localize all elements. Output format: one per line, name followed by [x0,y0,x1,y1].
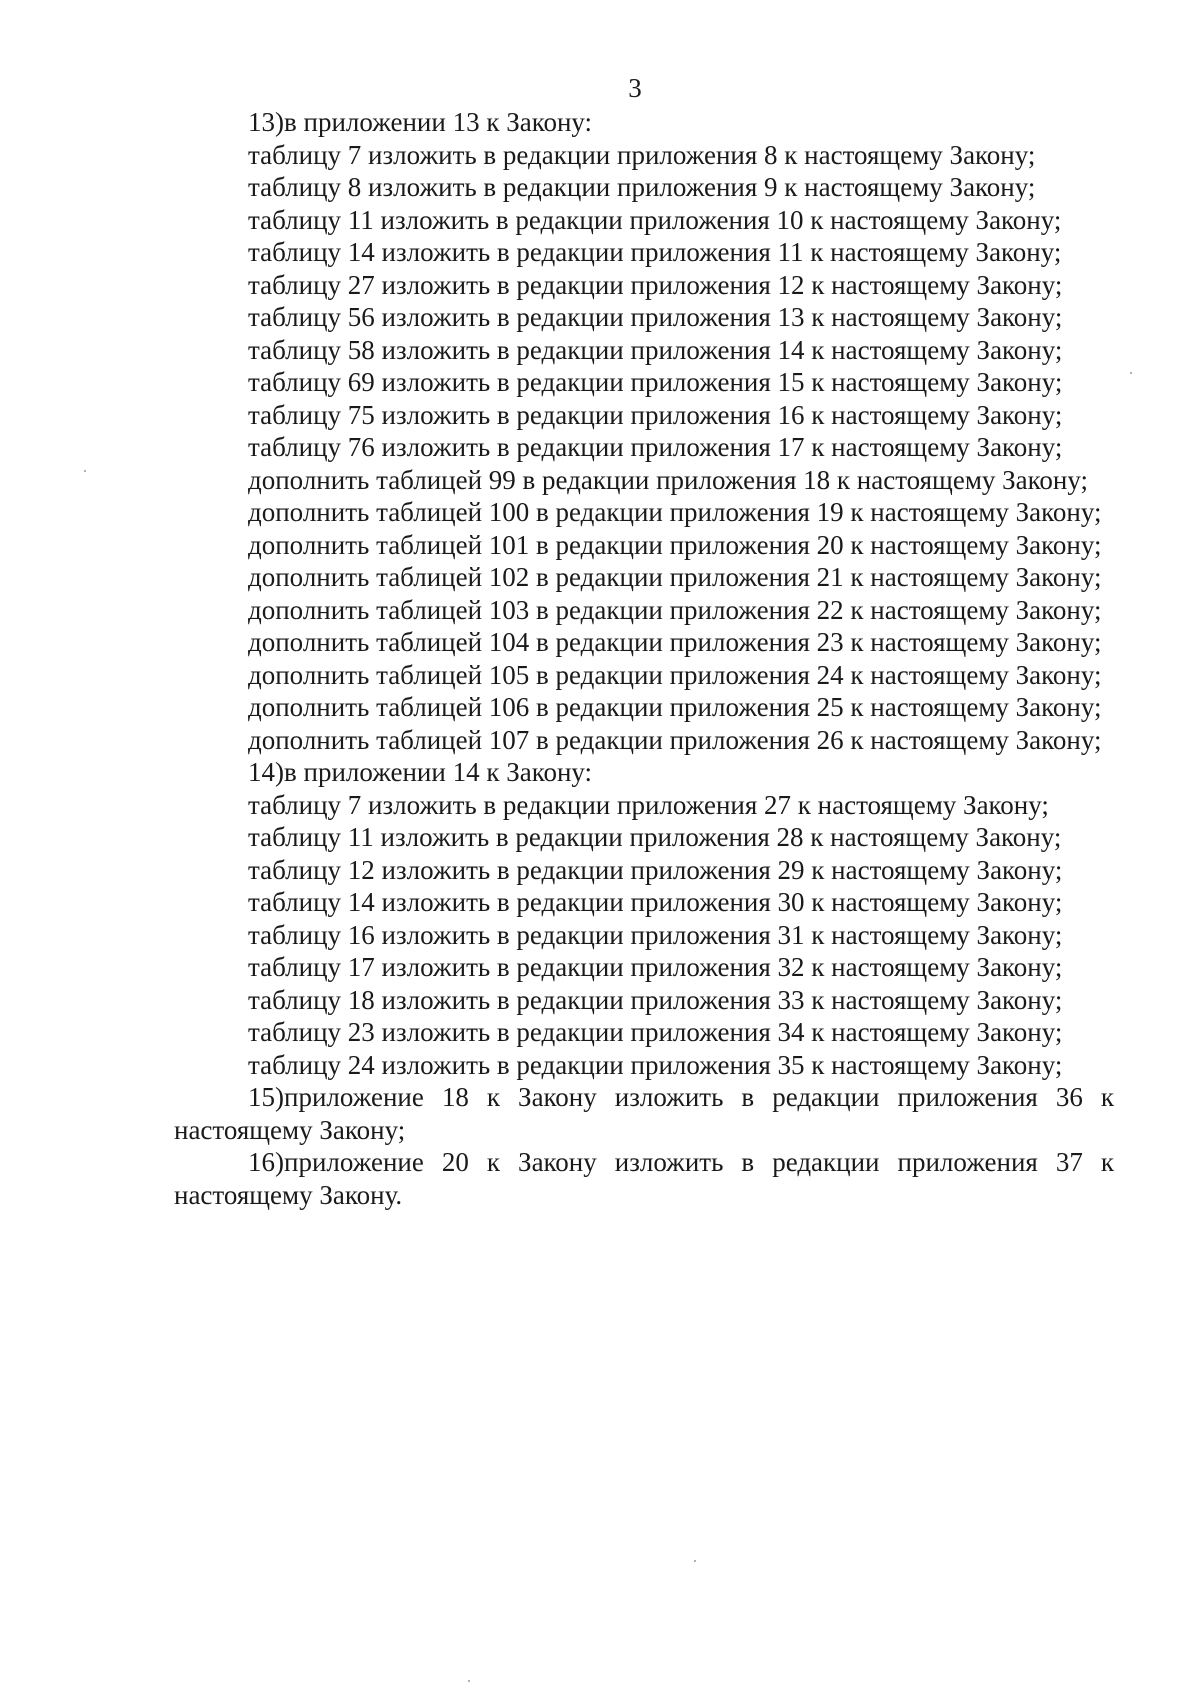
text-line: таблицу 11 изложить в редакции приложения 28 к настоящему Закону; [248,822,1062,852]
text-line: таблицу 8 изложить в редакции приложения 9 к настоящему Закону; [248,172,1036,202]
text-line: таблицу 12 изложить в редакции приложения 29 к настоящему Закону; [248,854,1063,885]
text-line: таблицу 14 изложить в редакции приложения 11 к настоящему Закону; [248,237,1062,267]
text-line: таблицу 27 изложить в редакции приложения 12 к настоящему Закону; [248,269,1063,300]
paragraph: дополнить таблицей 100 в редакции приложения 19 к настоящему Закону; [248,497,1102,527]
text-line: таблицу 24 изложить в редакции приложения 35 к настоящему Закону; [248,1049,1063,1080]
text-line: таблицу 56 изложить в редакции приложения 13 к настоящему Закону; [248,302,1063,332]
scan-speck [694,1560,696,1562]
text-line: таблицу 18 изложить в редакции приложения 33 к настоящему Закону; [248,984,1063,1015]
text-line: таблицу 7 изложить в редакции приложения 27 к настоящему Закону; [248,789,1049,820]
text-line: таблицу 7 изложить в редакции приложения 8 к настоящему Закону; [248,139,1036,170]
paragraph: 15)приложение 18 к Закону изложить в редакции приложения 36 к настоящему Закону; [174,1082,1114,1145]
paragraph: дополнить таблицей 107 в редакции приложения 26 к настоящему Закону; [248,724,1102,755]
paragraph: дополнить таблицей 101 в редакции приложения 20 к настоящему Закону; [248,529,1102,560]
text-line: 13)в приложении 13 к Закону: [248,107,593,137]
text-line: таблицу 58 изложить в редакции приложения 14 к настоящему Закону; [248,334,1063,365]
paragraph: дополнить таблицей 99 в редакции приложения 18 к настоящему Закону; [248,464,1089,495]
text-line: 14)в приложении 14 к Закону: [248,757,593,787]
text-line: таблицу 14 изложить в редакции приложения 30 к настоящему Закону; [248,887,1063,917]
text-line: таблицу 17 изложить в редакции приложения 32 к настоящему Закону; [248,952,1063,982]
text-line: таблицу 11 изложить в редакции приложения 10 к настоящему Закону; [248,204,1062,235]
paragraph: 16)приложение 20 к Закону изложить в редакции приложения 37 к настоящему Закону. [174,1147,1114,1210]
page-number: 3 [628,73,642,103]
paragraph: дополнить таблицей 105 в редакции приложения 24 к настоящему Закону; [248,659,1102,690]
text-line: таблицу 75 изложить в редакции приложения 16 к настоящему Закону; [248,399,1063,430]
paragraph: дополнить таблицей 103 в редакции приложения 22 к настоящему Закону; [248,594,1102,625]
document-body [174,106,1114,1211]
text-line: таблицу 76 изложить в редакции приложения 17 к настоящему Закону; [248,432,1063,462]
paragraph: дополнить таблицей 106 в редакции приложения 25 к настоящему Закону; [248,692,1102,722]
text-line: таблицу 16 изложить в редакции приложения 31 к настоящему Закону; [248,919,1063,950]
scan-speck [84,470,86,472]
text-line: таблицу 23 изложить в редакции приложения 34 к настоящему Закону; [248,1017,1063,1047]
paragraph: дополнить таблицей 102 в редакции приложения 21 к настоящему Закону; [248,562,1102,592]
scan-speck [1130,372,1132,374]
paragraph: дополнить таблицей 104 в редакции приложения 23 к настоящему Закону; [248,627,1102,657]
scan-speck [468,1680,470,1682]
text-line: таблицу 69 изложить в редакции приложения 15 к настоящему Закону; [248,367,1063,397]
